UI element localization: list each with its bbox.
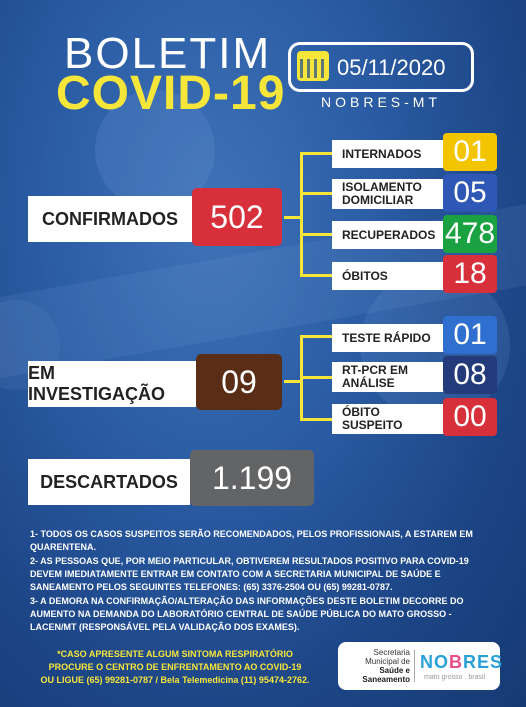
connector-line [300,335,332,338]
descartados-value: 1.199 [190,450,314,506]
logo-tagline: mato grosso . brasil [424,674,486,681]
secretaria-label: Secretaria Municipal de Saúde e Saneamento [362,648,410,684]
connector-line [300,418,332,421]
note-item: 3- A DEMORA NA CONFIRMAÇÃO/ALTERAÇÃO DAS INFORMAÇÕES DESTE BOLETIM DECORRE DO AUMENTO NA DEMANDA DO LABORATÓRIO CENTRAL DE SAÚDE PÚBLICA DO MATO GROSSO - LACEN/MT (RESPONSÁVEL PELA VALIDAÇÃO DOS EXAMES). [30,596,464,632]
investigacao-value: 09 [196,354,282,410]
secretaria-logo [338,642,504,690]
connector-line [300,376,332,379]
isolamento-value: 05 [443,174,497,212]
recuperados-label: RECUPERADOS [332,221,444,249]
internados-label: INTERNADOS [332,140,444,168]
note-item: 2- AS PESSOAS QUE, POR MEIO PARTICULAR, OBTIVEREM RESULTADOS POSITIVO PARA COVID-19 DEVEM IMEDIATAMENTE ENTRAR EM CONTATO COM A SECRETARIA MUNICIPAL DE SAÚDE E SANEAMENTO PELOS SEGUINTES TELEFONES: (65) 3376-2504 OU (65) 99281-0787. [30,556,469,592]
location-label: NOBRES-MT [321,94,441,110]
notes-section [30,528,500,635]
date-box [288,42,474,92]
connector-line [300,274,332,277]
calendar-icon [297,51,329,81]
descartados-label: DESCARTADOS [28,459,190,505]
rt-pcr-value: 08 [443,356,497,394]
obitos-value: 18 [443,255,497,293]
recuperados-value: 478 [443,215,497,253]
teste-rapido-label: TESTE RÁPIDO [332,324,444,352]
obitos-label: ÓBITOS [332,262,444,290]
connector-line [300,192,332,195]
nobres-logo: NOBRES [420,652,504,672]
bulletin-date: 05/11/2020 [337,55,446,80]
connector-line [300,153,303,277]
connector-line [300,152,332,155]
confirmados-value: 502 [192,188,282,246]
obito-suspeito-value: 00 [443,398,497,436]
rt-pcr-label: RT-PCR EM ANÁLISE [332,362,444,392]
investigacao-label: EM INVESTIGAÇÃO [28,361,196,407]
title-line-1: BOLETIM [64,29,272,78]
confirmados-label: CONFIRMADOS [28,196,192,242]
connector-line [300,233,332,236]
teste-rapido-value: 01 [443,316,497,354]
logo-divider [414,650,415,682]
obito-suspeito-label: ÓBITO SUSPEITO [332,404,444,434]
note-item: 1- TODOS OS CASOS SUSPEITOS SERÃO RECOMENDADOS, PELOS PROFISSIONAIS, A ESTAREM EM QUARENTENA. [30,529,473,552]
call-to-action: *CASO APRESENTE ALGUM SINTOMA RESPIRATÓRIO PROCURE O CENTRO DE ENFRENTAMENTO AO COVID-19 OU LIGUE (65) 99281-0787 / Bela Telemedicina (11) 95474-2762. [40,649,310,685]
isolamento-label: ISOLAMENTO DOMICILIAR [332,179,444,209]
title-line-2: COVID-19 [56,67,286,120]
internados-value: 01 [443,133,497,171]
